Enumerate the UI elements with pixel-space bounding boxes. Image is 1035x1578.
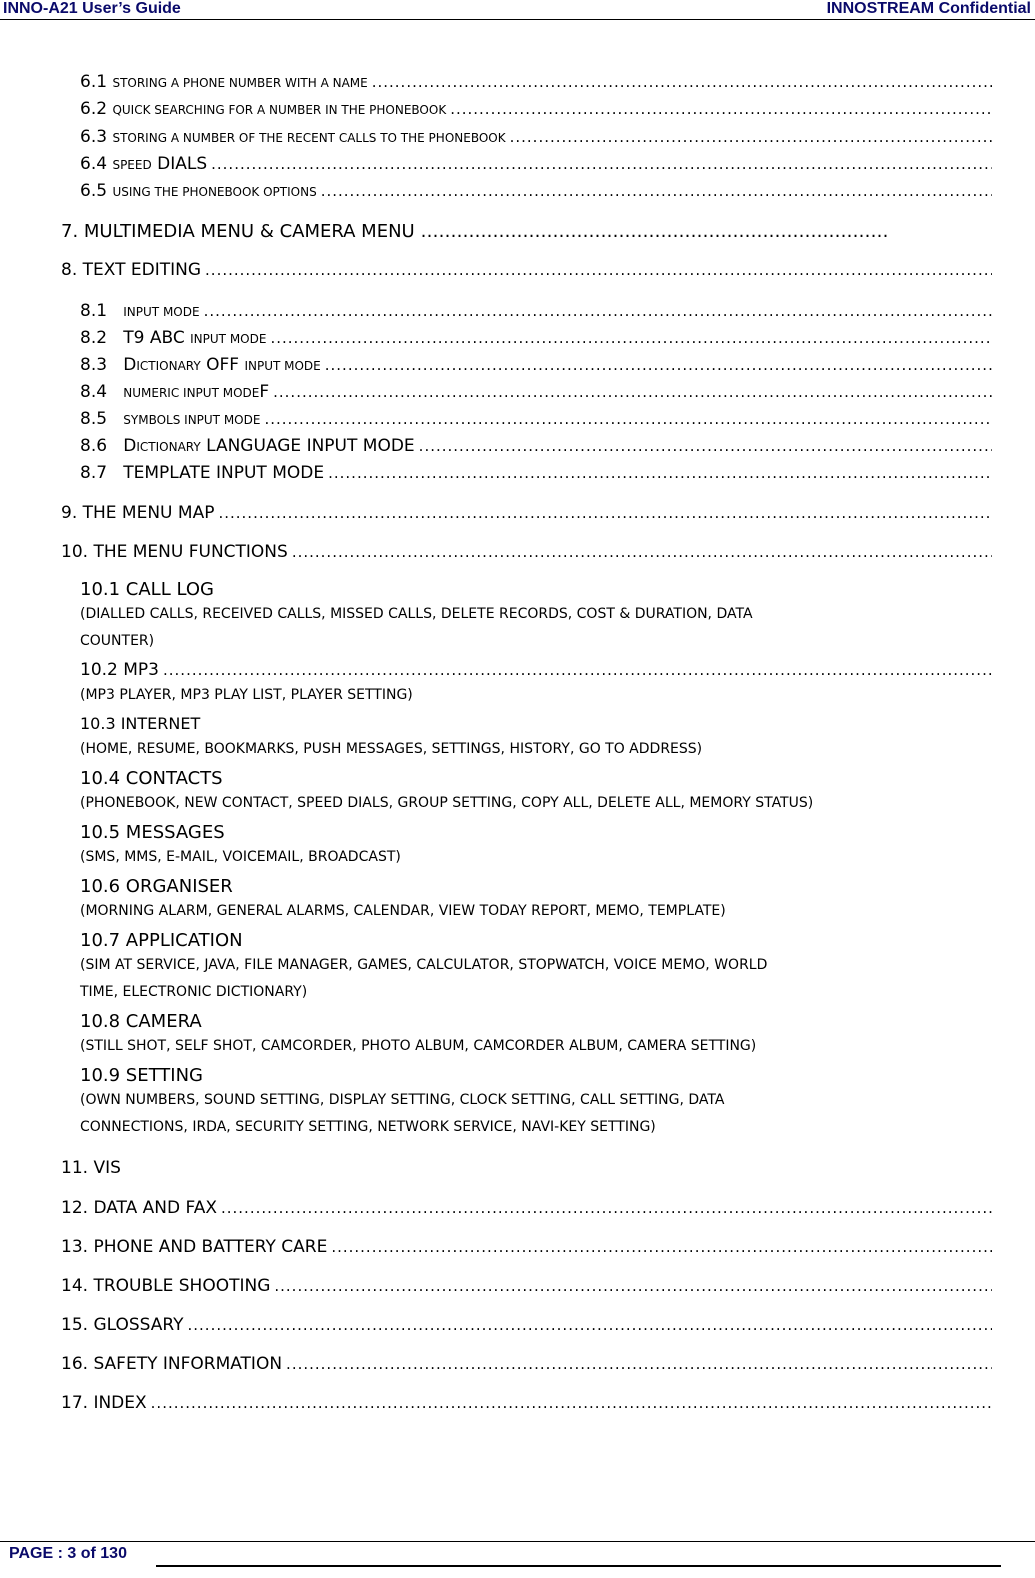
- toc-chapter-15[interactable]: 15. GLOSSARY .....: [61, 1315, 992, 1335]
- toc-10-4-detail: (PHONEBOOK, NEW CONTACT, SPEED DIALS, GROUP SETTING, COPY ALL, DELETE ALL, MEMORY STATUS): [80, 795, 814, 811]
- page-number: PAGE : 3 of 130: [9, 1545, 127, 1562]
- toc-10-5-detail: (SMS, MMS, E-MAIL, VOICEMAIL, BROADCAST): [80, 849, 401, 865]
- toc-entry-8-2[interactable]: 8.2 T9 ABC INPUT MODE .....: [80, 328, 992, 348]
- toc-entry-8-5[interactable]: 8.5 SYMBOLS INPUT MODE .....: [80, 409, 992, 429]
- toc-entry-8-7[interactable]: 8.7 TEMPLATE INPUT MODE .....: [80, 463, 992, 483]
- toc-10-3-detail: (HOME, RESUME, BOOKMARKS, PUSH MESSAGES, SETTINGS, HISTORY, GO TO ADDRESS): [80, 741, 703, 757]
- toc-10-2-heading[interactable]: 10.2 MP3 .....: [80, 660, 992, 680]
- toc-entry-6-4[interactable]: 6.4 SPEED DIALS .....: [80, 154, 992, 174]
- toc-10-9-detail-cont: CONNECTIONS, IRDA, SECURITY SETTING, NETWORK SERVICE, NAVI-KEY SETTING): [80, 1119, 656, 1135]
- toc-chapter-9[interactable]: 9. THE MENU MAP .....: [61, 503, 992, 523]
- toc-10-1-detail-cont: COUNTER): [80, 633, 155, 649]
- toc-10-6-detail: (MORNING ALARM, GENERAL ALARMS, CALENDAR, VIEW TODAY REPORT, MEMO, TEMPLATE): [80, 903, 726, 919]
- page-header: [0, 0, 1035, 20]
- toc-10-8-detail: (STILL SHOT, SELF SHOT, CAMCORDER, PHOTO ALBUM, CAMCORDER ALBUM, CAMERA SETTING): [80, 1038, 757, 1054]
- toc-entry-6-3[interactable]: 6.3 STORING A NUMBER OF THE RECENT CALLS TO THE PHONEBOOK .....: [80, 127, 992, 147]
- page-footer: [0, 1541, 1035, 1562]
- toc-10-9-detail: (OWN NUMBERS, SOUND SETTING, DISPLAY SETTING, CLOCK SETTING, CALL SETTING, DATA: [80, 1092, 725, 1108]
- toc-entry-8-3[interactable]: 8.3 DICTIONARY OFF INPUT MODE .....: [80, 355, 992, 375]
- toc-10-6-heading[interactable]: 10.6 ORGANISER: [80, 876, 233, 897]
- toc-10-7-detail-cont: TIME, ELECTRONIC DICTIONARY): [80, 984, 308, 1000]
- toc-10-9-heading[interactable]: 10.9 SETTING: [80, 1065, 203, 1086]
- toc-chapter-13[interactable]: 13. PHONE AND BATTERY CARE .....: [61, 1237, 992, 1257]
- toc-10-7-heading[interactable]: 10.7 APPLICATION: [80, 930, 243, 951]
- toc-10-1-detail: (DIALLED CALLS, RECEIVED CALLS, MISSED CALLS, DELETE RECORDS, COST & DURATION, DATA: [80, 606, 753, 622]
- toc-chapter-7[interactable]: 7. MULTIMEDIA MENU & CAMERA MENU ……………………………………………………………………: [61, 221, 889, 242]
- toc-10-5-heading[interactable]: 10.5 MESSAGES: [80, 822, 225, 843]
- footer-rule: [156, 1565, 1001, 1567]
- toc-chapter-16[interactable]: 16. SAFETY INFORMATION .....: [61, 1354, 992, 1374]
- toc-entry-6-2[interactable]: 6.2 QUICK SEARCHING FOR A NUMBER IN THE PHONEBOOK .....: [80, 99, 992, 119]
- toc-entry-8-1[interactable]: 8.1 INPUT MODE .....: [80, 301, 992, 321]
- toc-10-3-heading[interactable]: 10.3 INTERNET: [80, 714, 201, 733]
- header-doc-title: INNO-A21 User’s Guide: [3, 0, 181, 17]
- toc-chapter-8[interactable]: 8. TEXT EDITING .....: [61, 260, 992, 280]
- toc-10-2-detail: (MP3 PLAYER, MP3 PLAY LIST, PLAYER SETTING): [80, 687, 413, 703]
- toc-chapter-10[interactable]: 10. THE MENU FUNCTIONS .....: [61, 542, 992, 562]
- toc-chapter-17[interactable]: 17. INDEX .....: [61, 1393, 992, 1413]
- toc-entry-8-6[interactable]: 8.6 DICTIONARY LANGUAGE INPUT MODE .....: [80, 436, 992, 456]
- toc-10-7-detail: (SIM AT SERVICE, JAVA, FILE MANAGER, GAMES, CALCULATOR, STOPWATCH, VOICE MEMO, WORLD: [80, 957, 768, 973]
- toc-entry-8-4[interactable]: 8.4 NUMERIC INPUT MODEF .....: [80, 382, 992, 402]
- toc-entry-6-1[interactable]: 6.1 STORING A PHONE NUMBER WITH A NAME .....: [80, 72, 992, 92]
- toc-10-4-heading[interactable]: 10.4 CONTACTS: [80, 768, 223, 789]
- header-confidential: INNOSTREAM Confidential: [826, 0, 1031, 17]
- toc-10-8-heading[interactable]: 10.8 CAMERA: [80, 1011, 202, 1032]
- toc-10-1-heading[interactable]: 10.1 CALL LOG: [80, 579, 214, 600]
- toc-chapter-14[interactable]: 14. TROUBLE SHOOTING .....: [61, 1276, 992, 1296]
- toc-chapter-12[interactable]: 12. DATA AND FAX .....: [61, 1198, 992, 1218]
- toc-entry-6-5[interactable]: 6.5 USING THE PHONEBOOK OPTIONS .....: [80, 181, 992, 201]
- toc-chapter-11[interactable]: 11. VIS: [61, 1158, 121, 1178]
